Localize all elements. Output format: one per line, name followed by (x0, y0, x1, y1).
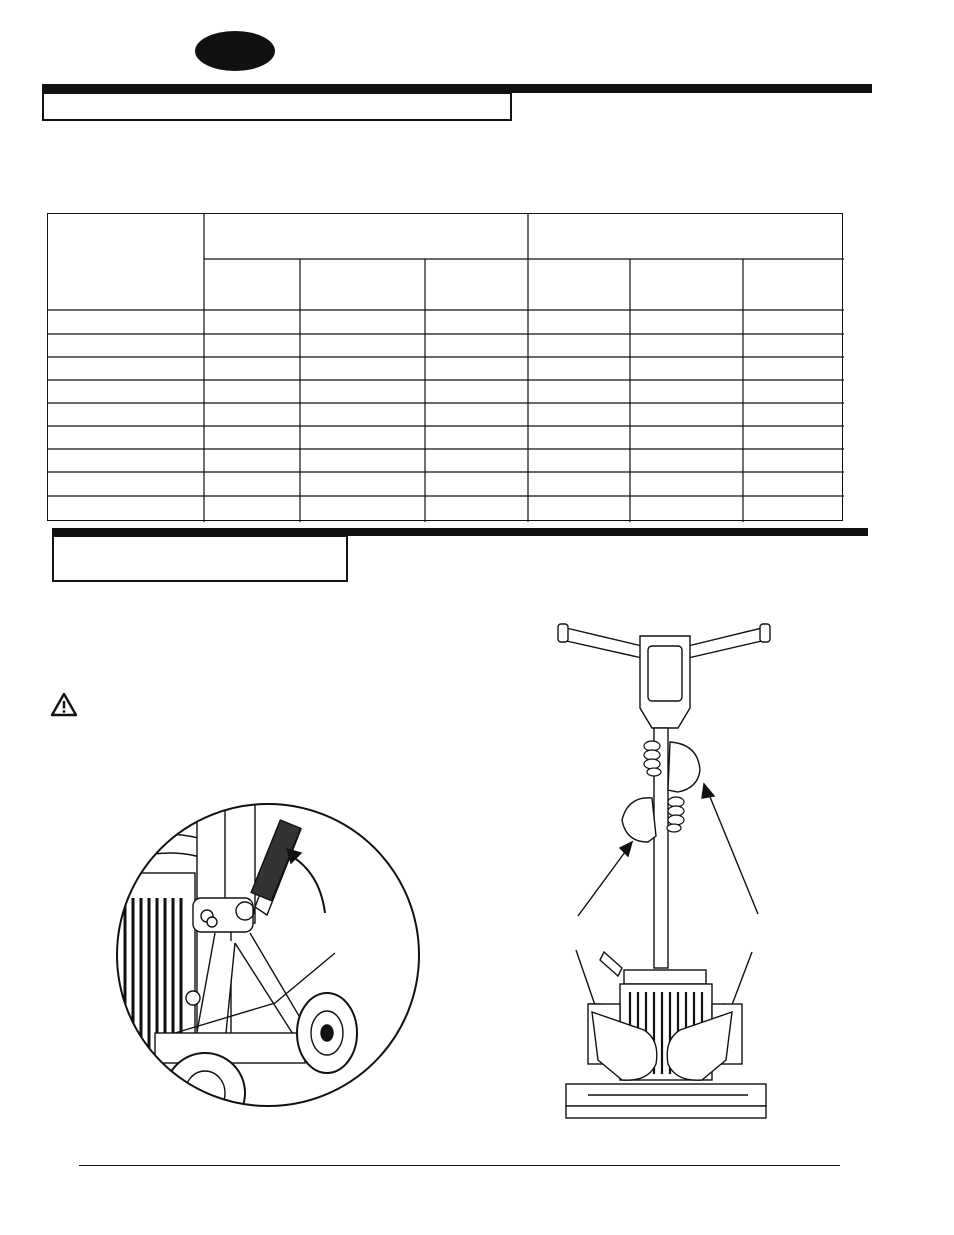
tilt-lever-detail-illustration (115, 803, 425, 1108)
section2-title-box (52, 535, 348, 582)
section-title-box (42, 92, 512, 121)
specification-table (47, 213, 843, 521)
footer-rule (79, 1165, 840, 1166)
warning-triangle-icon (50, 692, 78, 718)
language-badge (195, 31, 275, 71)
specification-table-grid (48, 214, 844, 522)
hand-placement-illustration (548, 620, 788, 1125)
